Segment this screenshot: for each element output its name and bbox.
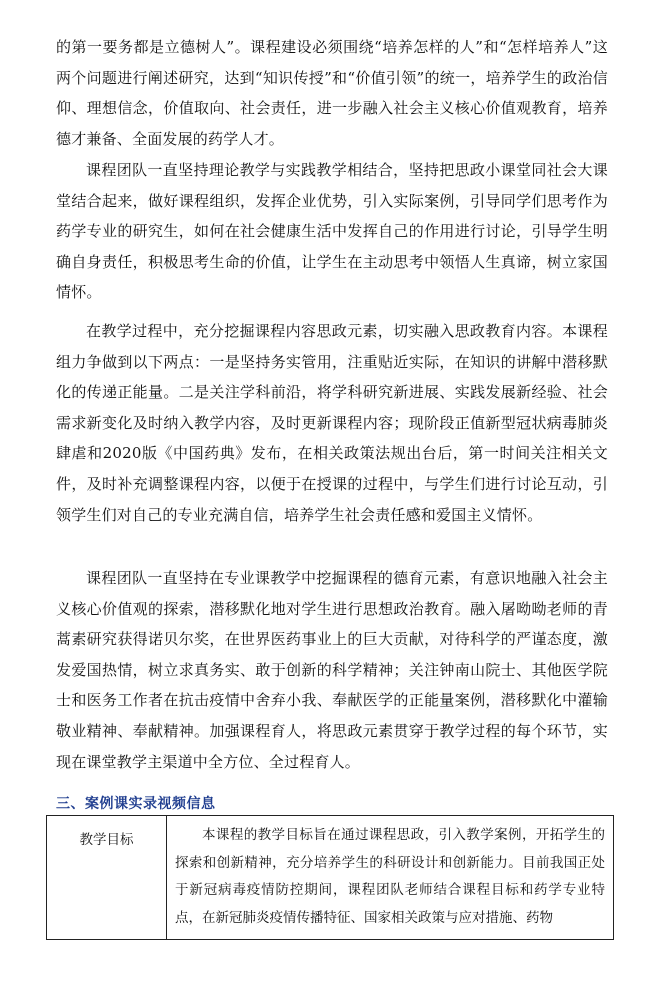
table-content-cell: 本课程的教学目标旨在通过课程思政，引入教学案例，开拓学生的探索和创新精神，充分培养学生的科研设计和创新能力。目前我国正处于新冠病毒疫情防控期间，课程团队老师结合课程目标和药学专业特点，在新冠肺炎疫情传播特征、国家相关政策与应对措施、药物 [175,827,605,926]
paragraph-teaching-process: 在教学过程中，充分挖掘课程内容思政元素，切实融入思政教育内容。本课程组力争做到以下两点：一是坚持务实管用，注重贴近实际，在知识的讲解中潜移默化的传递正能量。二是关注学科前沿，将学科研究新进展、实践发展新经验、社会需求新变化及时纳入教学内容，及时更新课程内容；现阶段正值新型冠状病毒肺炎肆虐和2020版《中国药典》发布，在相关政策法规出台后，第一时间关注相关文件，及时补充调整课程内容，以便于在授课的过程中，与学生们进行讨论互动，引领学生们对自己的专业充满自信，培养学生社会责任感和爱国主义情怀。 [56,322,608,524]
video-info-table [46,815,614,940]
paragraph-continuation: 的第一要务都是立德树人”。课程建设必须围绕“培养怎样的人”和“怎样培养人”这两个问题进行阐述研究，达到“知识传授”和“价值引领”的统一，培养学生的政治信仰、理想信念，价值取向、社会责任，进一步融入社会主义核心价值观教育，培养德才兼备、全面发展的药学人才。 [56,38,608,148]
paragraph-moral-education: 课程团队一直坚持在专业课教学中挖掘课程的德育元素，有意识地融入社会主义核心价值观的探索，潜移默化地对学生进行思想政治教育。融入屠呦呦老师的青蒿素研究获得诺贝尔奖，在世界医药事业上的巨大贡献，对待科学的严谨态度，激发爱国热情，树立求真务实、敢于创新的科学精神；关注钟南山院士、其他医学院士和医务工作者在抗击疫情中舍弃小我、奉献医学的正能量案例，潜移默化中灌输敬业精神、奉献精神。加强课程育人，将思政元素贯穿于教学过程的每个环节，实现在课堂教学主渠道中全方位、全过程育人。 [56,569,608,771]
table-label-cell: 教学目标 [47,816,167,939]
section-title: 三、案例课实录视频信息 [56,796,216,812]
paragraph-teaching-practice: 课程团队一直坚持理论教学与实践教学相结合，坚持把思政小课堂同社会大课堂结合起来，做好课程组织，发挥企业优势，引入实际案例，引导同学们思考作为药学专业的研究生，如何在社会健康生活中发挥自己的作用进行讨论，引导学生明确自身责任，积极思考生命的价值，让学生在主动思考中领悟人生真谛，树立家国情怀。 [56,161,608,302]
